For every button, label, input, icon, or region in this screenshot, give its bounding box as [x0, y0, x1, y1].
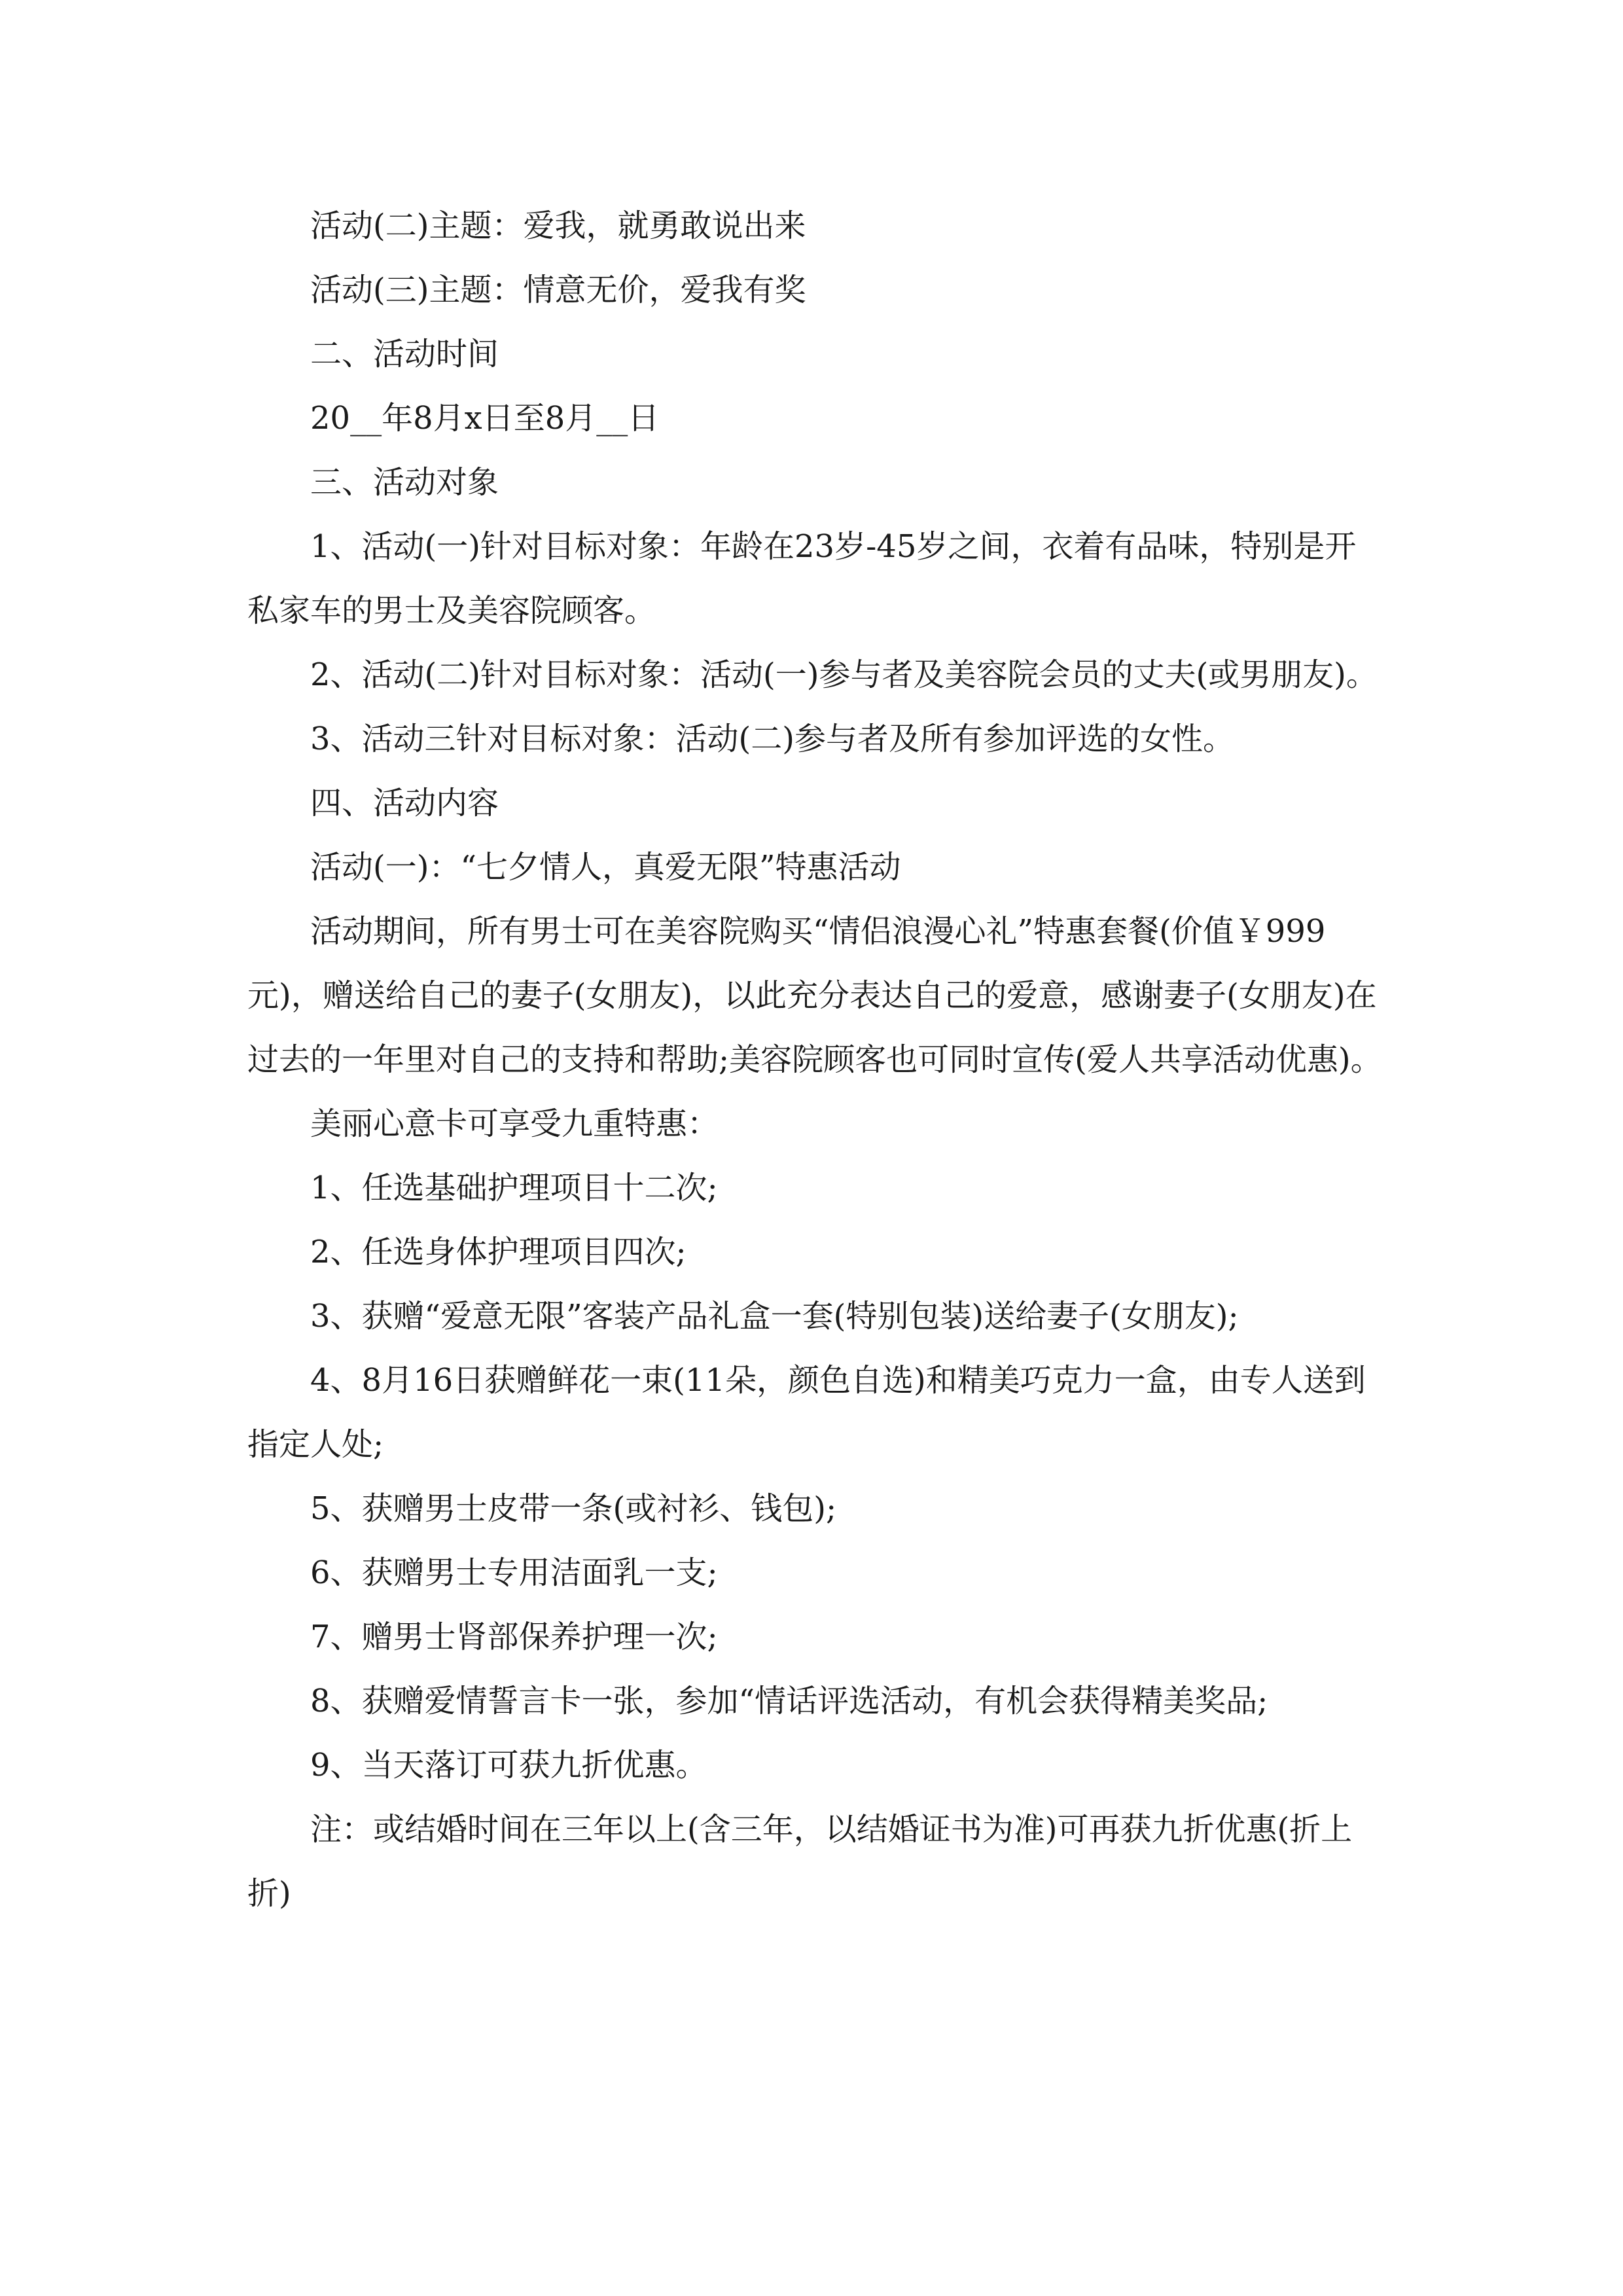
paragraph-note: 注：或结婚时间在三年以上(含三年，以结婚证书为准)可再获九折优惠(折上折)	[247, 1811, 1353, 1912]
paragraph-date-range: 20__年8月x日至8月__日	[310, 400, 660, 437]
paragraph-target-1: 1、活动(一)针对目标对象：年龄在23岁-45岁之间，衣着有品味，特别是开私家车的男士及美容院顾客。	[247, 528, 1357, 629]
list-item-benefit-1: 1、任选基础护理项目十二次;	[310, 1170, 718, 1206]
document-body	[247, 194, 1386, 1926]
paragraph-theme-2: 活动(二)主题：爱我，就勇敢说出来	[310, 207, 806, 244]
heading-activity-content: 四、活动内容	[310, 785, 499, 821]
list-item-benefit-4: 4、8月16日获赠鲜花一束(11朵，颜色自选)和精美巧克力一盒，由专人送到指定人处;	[247, 1362, 1366, 1463]
paragraph-target-2: 2、活动(二)针对目标对象：活动(一)参与者及美容院会员的丈夫(或男朋友)。	[310, 656, 1378, 693]
list-item-benefit-9: 9、当天落订可获九折优惠。	[310, 1747, 707, 1784]
heading-activity-target: 三、活动对象	[310, 464, 499, 501]
list-item-benefit-2: 2、任选身体护理项目四次;	[310, 1234, 687, 1270]
heading-activity-time: 二、活动时间	[310, 336, 499, 372]
paragraph-card-benefits-intro: 美丽心意卡可享受九重特惠：	[310, 1105, 719, 1142]
paragraph-target-3: 3、活动三针对目标对象：活动(二)参与者及所有参加评选的女性。	[310, 721, 1234, 757]
paragraph-theme-3: 活动(三)主题：情意无价，爱我有奖	[310, 272, 806, 308]
list-item-benefit-6: 6、获赠男士专用洁面乳一支;	[310, 1554, 718, 1591]
list-item-benefit-3: 3、获赠“爱意无限”客装产品礼盒一套(特别包装)送给妻子(女朋友);	[310, 1298, 1239, 1335]
list-item-benefit-7: 7、赠男士肾部保养护理一次;	[310, 1619, 718, 1655]
paragraph-activity-1-title: 活动(一)：“七夕情人，真爱无限”特惠活动	[310, 849, 901, 886]
list-item-benefit-5: 5、获赠男士皮带一条(或衬衫、钱包);	[310, 1490, 837, 1527]
paragraph-activity-1-desc: 活动期间，所有男士可在美容院购买“情侣浪漫心礼”特惠套餐(价值￥999元)，赠送给自己的妻子(女朋友)，以此充分表达自己的爱意，感谢妻子(女朋友)在过去的一年里对自己的支持和帮助;美容院顾客也可同时宣传(爱人共享活动优惠)。	[247, 913, 1382, 1078]
list-item-benefit-8: 8、获赠爱情誓言卡一张，参加“情话评选活动，有机会获得精美奖品;	[310, 1683, 1268, 1719]
